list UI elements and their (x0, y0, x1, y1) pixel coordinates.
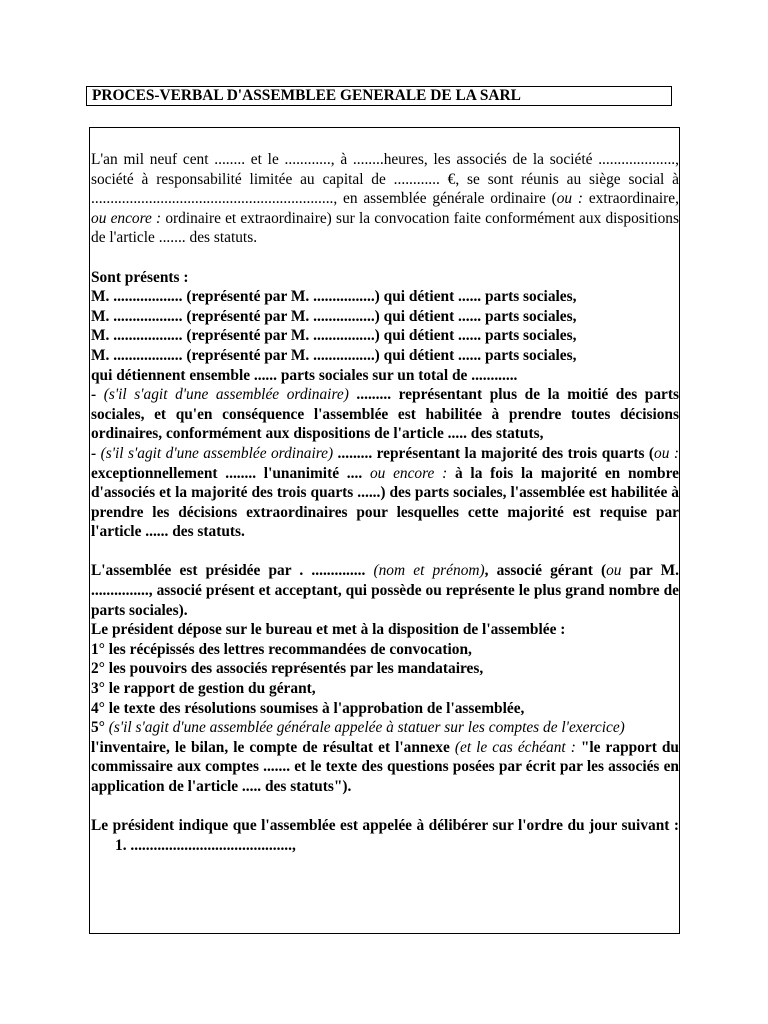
member-line: M. .................. (représenté par M. ................) qui détient ...... parts sociales, (91, 327, 577, 345)
presidency-ou: ou (606, 562, 622, 580)
inventory-note: (et le cas échéant : (454, 738, 576, 756)
agenda-paragraph (91, 816, 679, 855)
deposit-item: 1° les récépissés des lettres recommandées de convocation, (91, 640, 472, 658)
ordinary-text: ......... représentant plus de la moitié des parts sociales, et qu'en conséquence l'assemblée est habilitée à prendre toutes décisions ordinaires, conformément aux dispositions de l'article ..... des statuts, (91, 386, 679, 443)
agenda-item-1: 1. .........................................., (115, 836, 296, 854)
deposit-item-5 (91, 718, 679, 738)
inventory-text-1: l'inventaire, le bilan, le compte de résultat et l'annexe (91, 738, 455, 756)
presents-section (91, 268, 679, 542)
presidency-note: (nom et prénom) (373, 562, 485, 580)
presidency-text-3: par M. ..............., associé présent et acceptant, qui possède ou représente le plus grand nombre de parts sociales). (91, 562, 679, 619)
ordinary-note: (s'il s'agit d'une assemblée ordinaire) (103, 386, 349, 404)
item5-number: 5° (91, 719, 109, 737)
deposit-item: 2° les pouvoirs des associés représentés par les mandataires, (91, 660, 484, 678)
document-title: PROCES-VERBAL D'ASSEMBLEE GENERALE DE LA SARL (86, 86, 672, 106)
presidency-section (91, 561, 679, 796)
extraordinary-text-2: exceptionnellement ........ l'unanimité .... (91, 464, 370, 482)
total-line: qui détiennent ensemble ...... parts sociales sur un total de ............ (91, 366, 518, 384)
intro-ou-1: ou : (556, 190, 584, 208)
item5-note: (s'il s'agit d'une assemblée générale appelée à statuer sur les comptes de l'exercice) (108, 719, 625, 737)
extraordinary-note: (s'il s'agit d'une assemblée ordinaire) (100, 444, 334, 462)
extraordinary-paragraph (91, 444, 679, 542)
intro-paragraph (91, 150, 679, 248)
presidency-text-1: L'assemblée est présidée par . .............. (91, 562, 374, 580)
intro-ou-2: ou encore : (91, 209, 162, 227)
dash: - (91, 386, 104, 404)
member-line: M. .................. (représenté par M. ................) qui détient ...... parts sociales, (91, 307, 577, 325)
agenda-section (91, 816, 679, 855)
deposit-item: 3° le rapport de gestion du gérant, (91, 680, 316, 698)
deposit-intro: Le président dépose sur le bureau et met à la disposition de l'assemblée : (91, 621, 566, 639)
extraordinary-ou-1: ou : (654, 444, 679, 462)
dash: - (91, 444, 101, 462)
intro-text-2: extraordinaire, (583, 190, 679, 208)
presidency-text-2: , associé gérant ( (484, 562, 607, 580)
extraordinary-text-3: à la fois la majorité en nombre d'associés et la majorité des trois quarts ......) des parts sociales, l'assemblée est habilitée à prendre les décisions extraordinaires pour lesquelles cette majorité est requise par l'article ...... des statuts. (91, 464, 680, 541)
ordinary-paragraph (91, 385, 679, 444)
agenda-text: Le président indique que l'assemblée est appelée à délibérer sur l'ordre du jour suivant : (91, 817, 679, 835)
extraordinary-text-1: ......... représentant la majorité des trois quarts ( (333, 444, 655, 462)
presents-heading: Sont présents : (91, 268, 189, 286)
inventory-text-2: "le rapport du commissaire aux comptes ....... et le texte des questions posées par écrit par les associés en application de l'article ..... des statuts"). (91, 738, 679, 795)
intro-text-1: L'an mil neuf cent ........ et le ............, à ........heures, les associés de la société ...................., société à responsabilité limitée au capital de ............ €, se sont réunis au siège social à ..............................................................., en assemblée générale ordinaire ( (91, 151, 679, 208)
intro-text-3: ordinaire et extraordinaire) sur la convocation faite conformément aux dispositions de l'article ....... des statuts. (91, 209, 679, 247)
member-line: M. .................. (représenté par M. ................) qui détient ...... parts sociales, (91, 346, 577, 364)
extraordinary-ou-2: ou encore : (369, 464, 448, 482)
inventory-paragraph (91, 738, 679, 797)
member-line: M. .................. (représenté par M. ................) qui détient ...... parts sociales, (91, 288, 577, 306)
presidency-paragraph (91, 561, 679, 620)
document-body (91, 150, 679, 855)
deposit-item: 4° le texte des résolutions soumises à l'approbation de l'assemblée, (91, 699, 525, 717)
